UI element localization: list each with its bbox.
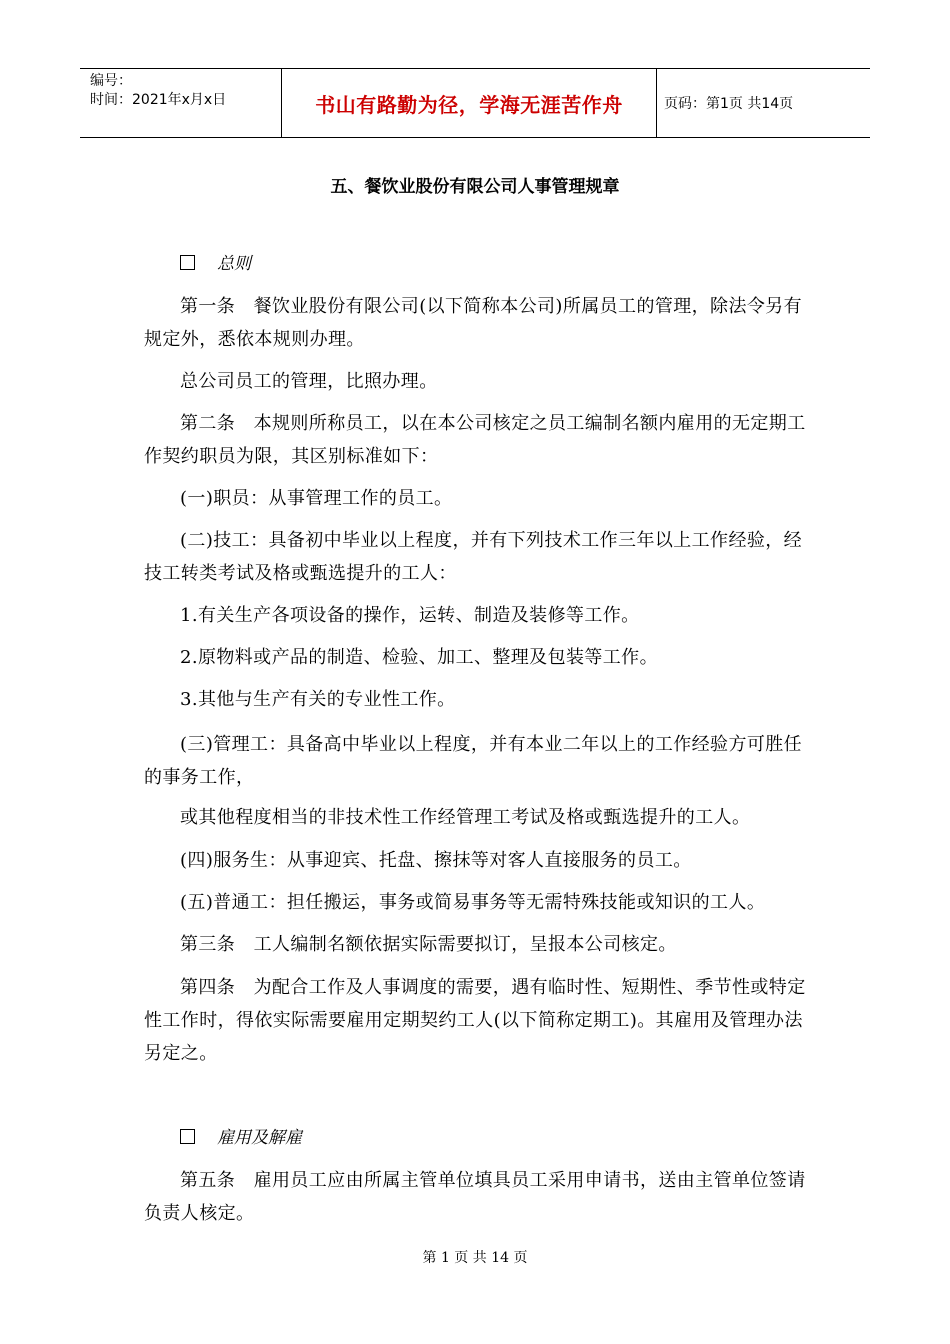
time-label: 时间：2021年x月x日 xyxy=(90,92,227,108)
page-info: 页码：第1页 共14页 xyxy=(664,96,794,112)
header-page-cell xyxy=(664,69,870,137)
paragraph: (一)职员：从事管理工作的员工。 xyxy=(180,488,453,509)
paragraph: 第四条 为配合工作及人事调度的需要，遇有临时性、短期性、季节性或特定性工作时，得依实际需要雇用定期契约工人(以下简称定期工)。其雇用及管理办法另定之。 xyxy=(144,977,806,1064)
header-slogan-cell xyxy=(281,69,657,137)
paragraph: 第一条 餐饮业股份有限公司(以下简称本公司)所属员工的管理，除法令另有规定外，悉依本规则办理。 xyxy=(144,296,803,350)
checkbox-square-icon xyxy=(180,255,195,270)
header-table xyxy=(80,68,870,138)
paragraph: 3.其他与生产有关的专业性工作。 xyxy=(180,689,456,710)
section-heading-employment xyxy=(180,1126,302,1150)
paragraph: 或其他程度相当的非技术性工作经管理工考试及格或甄选提升的工人。 xyxy=(180,807,751,828)
section-label: 雇用及解雇 xyxy=(217,1128,302,1148)
paragraph: (二)技工：具备初中毕业以上程度，并有下列技术工作三年以上工作经验，经技工转类考试及格或甄选提升的工人： xyxy=(144,530,803,584)
page-footer: 第 1 页 共 14 页 xyxy=(422,1250,528,1266)
header-meta-cell xyxy=(80,69,280,137)
paragraph: 第二条 本规则所称员工，以在本公司核定之员工编制名额内雇用的无定期工作契约职员为限，其区别标准如下： xyxy=(144,413,806,467)
paragraph: 1.有关生产各项设备的操作，运转、制造及装修等工作。 xyxy=(180,605,640,626)
checkbox-square-icon xyxy=(180,1129,195,1144)
slogan: 书山有路勤为径，学海无涯苦作舟 xyxy=(315,92,623,117)
paragraph: 2.原物料或产品的制造、检验、加工、整理及包装等工作。 xyxy=(180,647,658,668)
paragraph: (五)普通工：担任搬运，事务或简易事务等无需特殊技能或知识的工人。 xyxy=(180,892,766,913)
paragraph: 总公司员工的管理，比照办理。 xyxy=(180,371,438,392)
section-heading-general xyxy=(180,252,251,276)
paragraph: (四)服务生：从事迎宾、托盘、擦抹等对客人直接服务的员工。 xyxy=(180,850,692,871)
number-label: 编号： xyxy=(90,73,132,89)
section-label: 总则 xyxy=(217,254,251,274)
paragraph: 第五条 雇用员工应由所属主管单位填具员工采用申请书，送由主管单位签请负责人核定。 xyxy=(144,1170,806,1224)
paragraph: (三)管理工：具备高中毕业以上程度，并有本业二年以上的工作经验方可胜任的事务工作， xyxy=(144,734,803,788)
paragraph: 第三条 工人编制名额依据实际需要拟订，呈报本公司核定。 xyxy=(180,934,677,955)
document-title: 五、餐饮业股份有限公司人事管理规章 xyxy=(330,177,620,197)
